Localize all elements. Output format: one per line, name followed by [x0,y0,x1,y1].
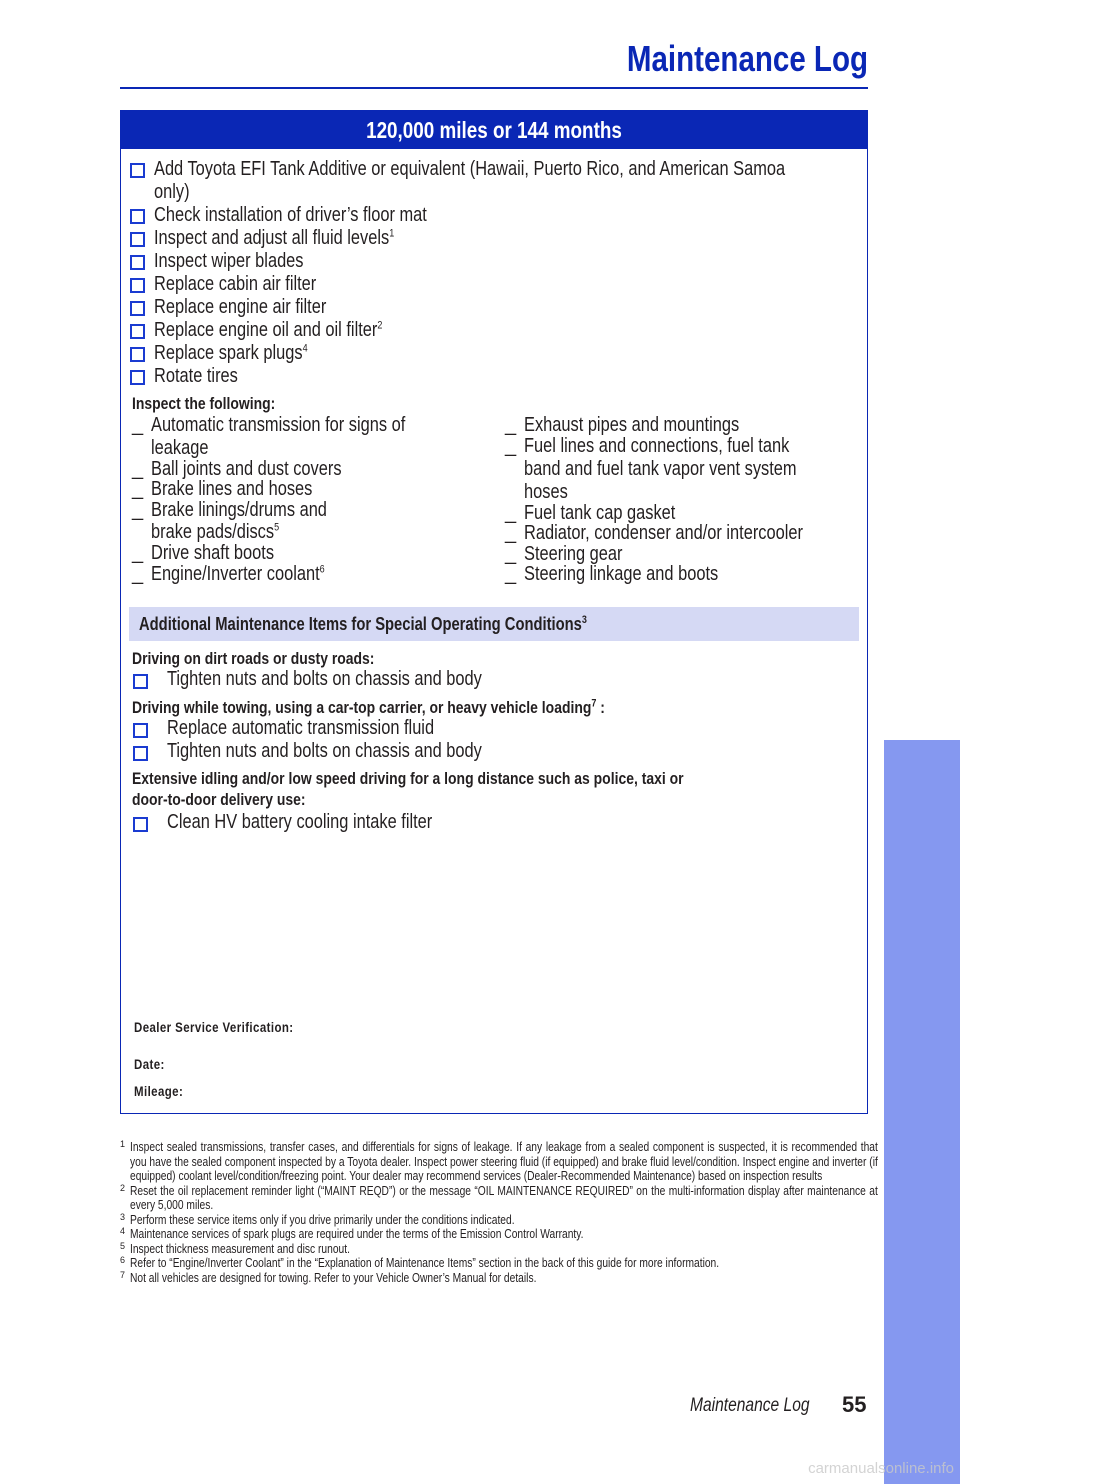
inspect-item-cont: leakage [151,437,209,459]
inspect-item-cont: brake pads/discs$^5$ [151,521,280,543]
inspect-item-cont: band and fuel tank vapor vent system [524,458,797,480]
checkbox-rotate-tires[interactable] [130,370,145,385]
date-label: Date: [134,1056,165,1072]
dealer-verification-label: Dealer Service Verification: [134,1019,294,1035]
item-efi-additive-cont: only) [154,181,190,203]
interval-title: 120,000 miles or 144 months [366,117,622,143]
condition-heading-idling: Extensive idling and/or low speed driving for a long distance such as police, taxi or [132,769,684,788]
item-tighten-nuts-towing: Tighten nuts and bolts on chassis and body [167,740,482,762]
checkbox-tighten-nuts-towing[interactable] [133,746,148,761]
condition-heading-idling-cont: door-to-door delivery use: [132,790,306,809]
checkbox-engine-air-filter[interactable] [130,301,145,316]
checkbox-clean-hv-filter[interactable] [133,817,148,832]
inspect-item: _ Fuel lines and connections, fuel tank [505,435,790,457]
footnote: 1 Inspect sealed transmissions, transfer cases, and differentials for signs of leakage. If any leakage from a sealed component is suspected, it is recommended that you have the sealed component inspected by a Toyota dealer. Inspect power steering fluid (if equipped) and brake fluid level/condition. Inspect engine and inverter (if equipped) coolant level/condition/freezing point. Your dealer may recommend services (Dealer-Recommended Maintenance) based on inspection results [120,1139,878,1183]
footnote: 2 Reset the oil replacement reminder light (“MAINT REQD”) or the message “OIL MAINTENANCE REQUIRED” on the multi-information display after maintenance at every 5,000 miles. [120,1182,878,1212]
inspect-item: _ Fuel tank cap gasket [505,502,676,524]
condition-heading-towing: Driving while towing, using a car-top carrier, or heavy vehicle loading$^7$ : [132,697,605,717]
inspect-item: _ Radiator, condenser and/or intercooler [505,522,803,544]
footer-section-label: Maintenance Log [690,1395,810,1416]
footnote: 5 Inspect thickness measurement and disc runout. [120,1240,350,1256]
item-fluid-levels: Inspect and adjust all fluid levels$^1$ [154,227,395,249]
footnote: 6 Refer to “Engine/Inverter Coolant” in the “Explanation of Maintenance Items” section in the back of this guide for more information. [120,1255,720,1270]
checkbox-oil-filter[interactable] [130,324,145,339]
item-wiper-blades: Inspect wiper blades [154,250,304,272]
footnote: 7 Not all vehicles are designed for towing. Refer to your Vehicle Owner’s Manual for details. [120,1269,537,1285]
inspect-title: Inspect the following: [132,394,276,413]
inspect-item: _ Engine/Inverter coolant$^6$ [132,563,325,585]
item-replace-transmission-fluid: Replace automatic transmission fluid [167,717,435,739]
item-oil-filter: Replace engine oil and oil filter$^2$ [154,319,383,341]
footnote: 4 Maintenance services of spark plugs are required under the terms of the Emission Control Warranty. [120,1226,584,1241]
footnotes [120,1139,878,1285]
page-title: Maintenance Log [626,38,868,79]
inspect-item: _ Drive shaft boots [132,542,275,564]
inspect-item: _ Exhaust pipes and mountings [505,414,740,436]
title-divider [120,87,868,89]
checkbox-tighten-nuts-dusty[interactable] [133,674,148,689]
maintenance-box [120,110,868,1114]
footnote: 3 Perform these service items only if you drive primarily under the conditions indicated. [120,1211,515,1227]
item-spark-plugs: Replace spark plugs$^4$ [154,342,308,364]
watermark: carmanualsonline.info [808,1460,954,1477]
item-cabin-filter: Replace cabin air filter [154,273,317,295]
checkbox-floor-mat[interactable] [130,209,145,224]
inspect-item: _ Steering gear [505,543,623,565]
special-conditions-header: Additional Maintenance Items for Special Operating Conditions$^3$ [129,607,859,641]
checkbox-replace-transmission-fluid[interactable] [133,723,148,738]
checkbox-spark-plugs[interactable] [130,347,145,362]
mileage-label: Mileage: [134,1083,184,1099]
inspect-item: _ Brake lines and hoses [132,478,313,500]
item-floor-mat: Check installation of driver’s floor mat [154,204,427,226]
inspect-item-cont: hoses [524,481,568,503]
item-engine-air-filter: Replace engine air filter [154,296,327,318]
inspect-item: _ Steering linkage and boots [505,563,719,585]
checkbox-cabin-filter[interactable] [130,278,145,293]
checkbox-fluid-levels[interactable] [130,232,145,247]
item-rotate-tires: Rotate tires [154,365,238,387]
checkbox-wiper-blades[interactable] [130,255,145,270]
item-efi-additive: Add Toyota EFI Tank Additive or equivalent (Hawaii, Puerto Rico, and American Samoa [154,158,786,180]
inspect-item: _ Brake linings/drums and [132,499,327,521]
checkbox-efi-additive[interactable] [130,163,145,178]
condition-heading-dusty: Driving on dirt roads or dusty roads: [132,649,375,668]
page-number: 55 [842,1392,867,1417]
inspect-item: _ Ball joints and dust covers [132,458,342,480]
item-tighten-nuts-dusty: Tighten nuts and bolts on chassis and body [167,668,482,690]
side-tab-label: MAINTENANCE [974,1020,1005,1231]
interval-header [121,111,867,149]
inspect-item: _ Automatic transmission for signs of [132,414,406,436]
item-clean-hv-filter: Clean HV battery cooling intake filter [167,811,433,833]
